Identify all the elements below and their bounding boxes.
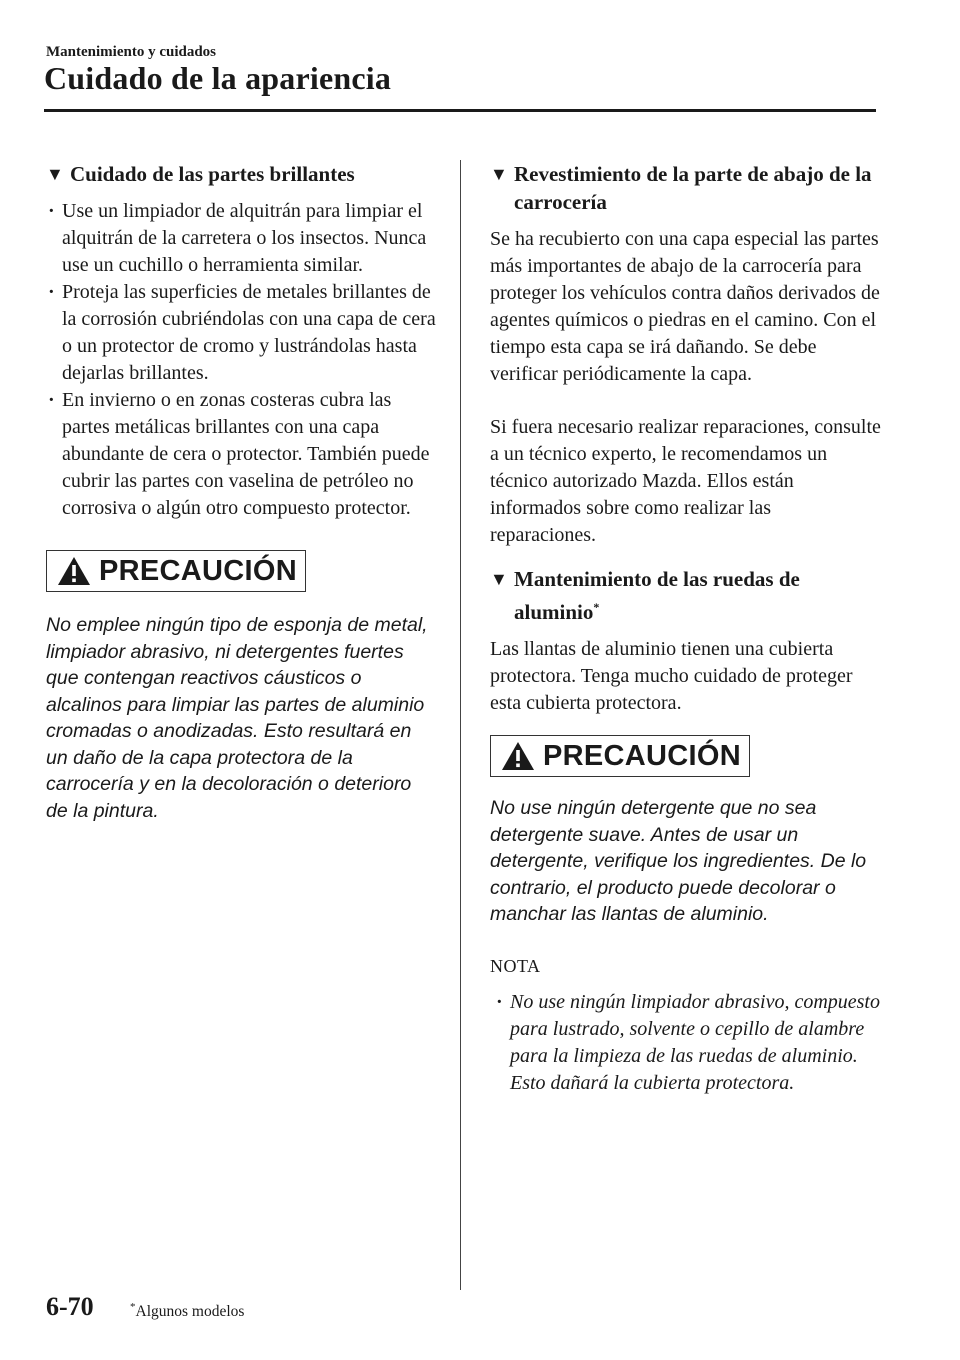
triangle-down-icon: ▼ [490, 569, 508, 589]
triangle-down-icon: ▼ [46, 164, 64, 184]
heading-underbody-coating [490, 160, 882, 216]
caution-text: No emplee ningún tipo de esponja de metal, limpiador abrasivo, ni detergentes fuertes que contengan reactivos cáusticos o alcalinos para limpiar las partes de aluminio cromadas o anodizadas. Esto resultará en un daño de la capa protectora de la carrocería y en la decoloración o deterioro de la pintura. [46, 614, 428, 822]
caution-box [46, 550, 306, 592]
paragraph: Se ha recubierto con una capa especial las partes más importantes de abajo de la carrocería para proteger los vehículos contra daños derivados de agentes químicos o piedras en el camino. Con el tiempo esta capa se irá dañando. Se debe verificar periódicamente la capa. [490, 228, 880, 385]
header-rule [44, 109, 876, 112]
bullet-list [46, 198, 438, 522]
footnote [130, 1301, 244, 1321]
warning-triangle-icon [501, 741, 535, 771]
heading-text: Revestimiento de la parte de abajo de la carrocería [514, 162, 872, 214]
page-number: 6-70 [46, 1292, 94, 1321]
caution-label: PRECAUCIÓN [543, 739, 741, 772]
left-column [46, 160, 438, 824]
footnote-mark: * [130, 1301, 136, 1313]
heading-label: Mantenimiento de las ruedas de aluminio [514, 567, 800, 624]
footnote-mark: * [593, 600, 600, 614]
list-item: · Use un limpiador de alquitrán para limpiar el alquitrán de la carretera o los insectos. Nunca use un cuchillo o herramienta similar. [46, 198, 438, 279]
warning-triangle-icon [57, 556, 91, 586]
list-item: · En invierno o en zonas costeras cubra las partes metálicas brillantes con una capa abundante de cera o protector. También puede cubrir las partes con vaselina de petróleo no corrosiva o algún otro compuesto protector. [46, 387, 438, 522]
caution-text: No use ningún detergente que no sea detergente suave. Antes de usar un detergente, verifique los ingredientes. De lo contrario, el producto puede decolorar o manchar las llantas de aluminio. [490, 797, 867, 925]
note-label: NOTA [490, 955, 541, 976]
paragraph: Si fuera necesario realizar reparaciones, consulte a un técnico experto, le recomendamos un técnico autorizado Mazda. Ellos están informados sobre como realizar las reparaciones. [490, 416, 881, 546]
footnote-text: Algunos modelos [135, 1303, 245, 1321]
list-item: · Proteja las superficies de metales brillantes de la corrosión cubriéndolas con una capa de cera o un protector de cromo y lustrándolas hasta dejarlas brillantes. [46, 279, 438, 387]
heading-shiny-parts [46, 160, 438, 188]
column-divider [460, 160, 461, 1290]
section-header: Mantenimiento y cuidados [46, 44, 217, 60]
list-item: · No use ningún limpiador abrasivo, compuesto para lustrado, solvente o cepillo de alambre para la limpieza de las ruedas de aluminio. Esto dañará la cubierta protectora. [494, 989, 882, 1097]
heading-aluminum-wheels [490, 565, 882, 626]
caution-box [490, 735, 750, 777]
right-column [490, 160, 882, 1097]
caution-label: PRECAUCIÓN [99, 554, 297, 587]
page-title: Cuidado de la apariencia [44, 60, 392, 96]
note-list [490, 989, 882, 1097]
heading-text: Cuidado de las partes brillantes [70, 162, 355, 186]
paragraph: Las llantas de aluminio tienen una cubierta protectora. Tenga mucho cuidado de proteger esta cubierta protectora. [490, 638, 853, 714]
heading-text [514, 565, 882, 626]
triangle-down-icon: ▼ [490, 164, 508, 184]
